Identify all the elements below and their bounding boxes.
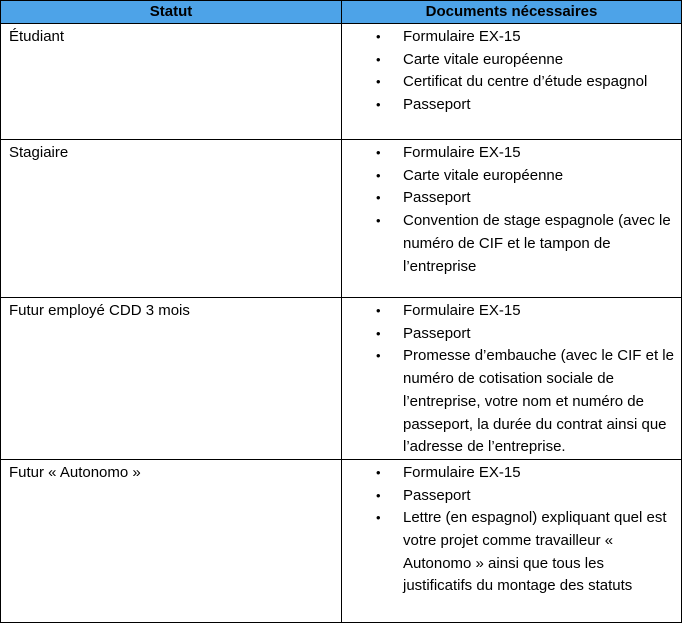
list-item: [342, 165, 675, 188]
table-row: [1, 140, 682, 298]
list-item: [342, 94, 675, 117]
list-item: [342, 485, 675, 508]
list-item: [342, 462, 675, 485]
bullet-icon: •: [376, 97, 381, 113]
bullet-icon: •: [376, 29, 381, 44]
documents-list: [342, 462, 675, 598]
statut-cell: Futur employé CDD 3 mois: [1, 298, 342, 460]
list-item: [342, 345, 675, 459]
documents-cell: [342, 24, 682, 140]
header-statut: Statut: [1, 1, 342, 24]
documents-list: [342, 142, 675, 278]
list-item: [342, 323, 675, 346]
bullet-icon: •: [376, 303, 381, 318]
documents-cell: [342, 298, 682, 460]
document-label: Formulaire EX-15: [403, 463, 521, 481]
list-item: [342, 507, 675, 598]
document-label: Passeport: [403, 189, 471, 207]
statut-cell: Futur « Autonomo »: [1, 459, 342, 622]
bullet-icon: •: [376, 51, 381, 67]
bullet-icon: •: [376, 213, 381, 229]
documents-list: [342, 26, 675, 117]
list-item: [342, 142, 675, 165]
documents-list: [342, 300, 675, 459]
header-documents: Documents nécessaires: [342, 1, 682, 24]
documents-cell: [342, 140, 682, 298]
document-label: Formulaire EX-15: [403, 302, 521, 319]
document-label: Passeport: [403, 324, 471, 342]
table-row: [1, 459, 682, 622]
documents-cell: [342, 459, 682, 622]
document-label: Convention de stage espagnole (avec le numéro de CIF et le tampon de l’entreprise: [403, 212, 671, 275]
table-row: [1, 24, 682, 140]
document-label: Carte vitale européenne: [403, 166, 564, 184]
list-item: [342, 71, 675, 94]
document-label: Certificat du centre d’étude espagnol: [403, 73, 648, 91]
table-header-row: [1, 1, 682, 24]
table-row: [1, 298, 682, 460]
statut-cell: Stagiaire: [1, 140, 342, 298]
bullet-icon: •: [376, 145, 381, 160]
document-label: Promesse d’embauche (avec le CIF et le numéro de cotisation sociale de l’entreprise, votre nom et numéro de passeport, la durée du contrat ainsi que l’adresse de l’entreprise.: [403, 347, 674, 456]
document-label: Lettre (en espagnol) expliquant quel est votre projet comme travailleur « Autonomo » ainsi que tous les justificatifs du montage des statuts: [403, 509, 667, 595]
statut-cell: Étudiant: [1, 24, 342, 140]
list-item: [342, 187, 675, 210]
bullet-icon: •: [376, 510, 381, 526]
document-label: Carte vitale européenne: [403, 50, 564, 68]
bullet-icon: •: [376, 167, 381, 183]
list-item: [342, 300, 675, 323]
list-item: [342, 210, 675, 278]
bullet-icon: •: [376, 74, 381, 90]
bullet-icon: •: [376, 190, 381, 206]
bullet-icon: •: [376, 325, 381, 341]
document-label: Formulaire EX-15: [403, 144, 521, 161]
document-label: Passeport: [403, 96, 471, 114]
bullet-icon: •: [376, 487, 381, 503]
bullet-icon: •: [376, 464, 381, 480]
document-label: Formulaire EX-15: [403, 28, 521, 45]
list-item: [342, 49, 675, 72]
list-item: [342, 26, 675, 49]
bullet-icon: •: [376, 348, 381, 364]
document-label: Passeport: [403, 486, 471, 504]
